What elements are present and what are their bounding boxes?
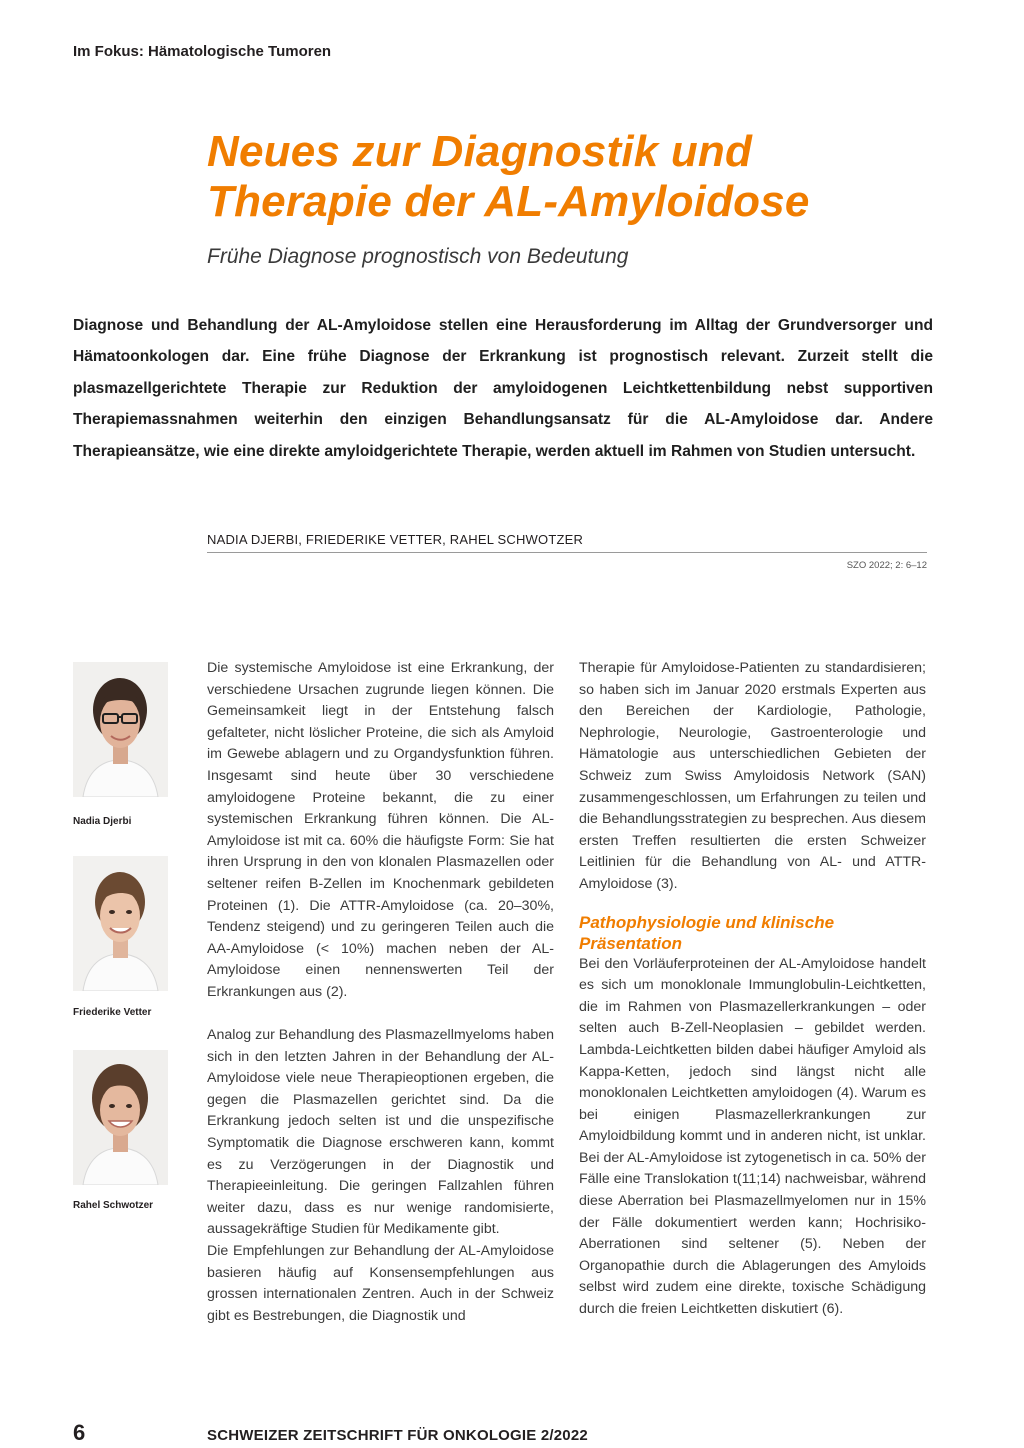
portrait-photo-rahel-schwotzer: [73, 1050, 168, 1185]
body-paragraph: Die systemische Amyloidose ist eine Erkrankung, der verschiedene Ursachen zugrunde liegen können. Die Gemeinsamkeit liegt in der Entstehung falsch gefalteter, nicht löslicher Proteine, die sich als Amyloid im Gewebe ablagern und zu Organdysfunktion führen. Insgesamt sind heute über 30 verschiedene amyloidogene Proteine bekannt, die zu einer systemischen Erkrankung führen können. Die AL-Amyloidose ist mit ca. 60% die häufigste Form: Sie hat ihren Ursprung in den von klonalen Plasmazellen oder seltener reifen B-Zellen im Knochenmark gebildeten Proteinen (1). Die ATTR-Amyloidose (ca. 20–30%, Tendenz steigend) und zu geringeren Teilen auch die AA-Amyloidose (< 10%) machen neben der AL-Amyloidose einen nennenswerten Teil der Erkrankungen aus (2).: [207, 660, 554, 1000]
body-column-left: [207, 658, 554, 1327]
portrait-caption: Friederike Vetter: [73, 1007, 152, 1018]
body-paragraph: Die Empfehlungen zur Behandlung der AL-Amyloidose basieren häufig auf Konsensempfehlungen aus grossen internationalen Zentren. Auch in der Schweiz gibt es Bestrebungen, die Diagnostik und: [207, 1243, 554, 1324]
article-subtitle: Frühe Diagnose prognostisch von Bedeutung: [207, 245, 629, 268]
citation: SZO 2022; 2: 6–12: [846, 560, 927, 571]
page-number: 6: [73, 1420, 86, 1445]
portrait-caption: Rahel Schwotzer: [73, 1200, 154, 1211]
section-heading: Pathophysiologie und klinische Präsentation: [579, 912, 835, 953]
article-title-line-1: Neues zur Diagnostik und: [207, 127, 753, 176]
body-column-right: [579, 658, 926, 1321]
article-title-line-2: Therapie der AL-Amyloidose: [207, 177, 810, 226]
body-paragraph: Therapie für Amyloidose-Patienten zu standardisieren; so haben sich im Januar 2020 erstmals Experten aus den Bereichen der Kardiologie, Pathologie, Nephrologie, Neurologie, Gastroenterologie und Hämatologie aus unterschiedlichen Gebieten der Schweiz zum Swiss Amyloidosis Network (SAN) zusammengeschlossen, um Erfahrungen zu teilen und die Behandlungsstrategien zu besprechen. Aus diesem ersten Treffen resultierten die ersten Schweizer Leitlinien für die Behandlung von AL- und ATTR-Amyloidose (3).: [579, 660, 926, 892]
body-paragraph: Bei den Vorläuferproteinen der AL-Amyloidose handelt es sich um monoklonale Immunglobulin-Leichtketten, die im Rahmen von Plasmazellerkrankungen – oder selten auch B-Zell-Neoplasien – gebildet werden. Lambda-Leichtketten bilden dabei häufiger Amyloid als Kappa-Ketten, jedoch sind längst nicht alle monoklonalen Leichtketten amyloidogen (4). Warum es bei einigen Plasmazellerkrankungen zur Amyloidbildung kommt und in anderen nicht, ist unklar. Bei der AL-Amyloidose ist zytogenetisch in ca. 50% der Fälle eine Translokation t(11;14) nachweisbar, während diese Aberration bei Plasmazellmyelomen nur in 15% der Fälle dokumentiert werden kann; Hochrisiko-Aberrationen sind seltener (5). Neben der Organopathie durch die Ablagerungen des Amyloids selbst wird zudem eine direkte, toxische Schädigung durch die freien Leichtketten diskutiert (6).: [579, 955, 926, 1318]
author-divider: [207, 552, 927, 553]
article-title: [207, 127, 967, 227]
journal-footer: SCHWEIZER ZEITSCHRIFT FÜR ONKOLOGIE 2/2022: [207, 1427, 588, 1444]
portrait-caption: Nadia Djerbi: [73, 816, 132, 827]
article-lead: Diagnose und Behandlung der AL-Amyloidose stellen eine Herausforderung im Alltag der Grundversorger und Hämatoonkologen dar. Eine frühe Diagnose der Erkrankung ist prognostisch relevant. Zurzeit stellt die plasmazellgerichtete Therapie zur Reduktion der amyloidogenen Leichtkettenbildung nebst supportiven Therapiemassnahmen weiterhin den einzigen Behandlungsansatz für die AL-Amyloidose dar. Andere Therapieansätze, wie eine direkte amyloidgerichtete Therapie, werden aktuell im Rahmen von Studien untersucht.: [73, 317, 933, 460]
portrait-photo-nadia-djerbi: [73, 662, 168, 797]
body-paragraph: Analog zur Behandlung des Plasmazellmyeloms haben sich in den letzten Jahren in der Behandlung der AL-Amyloidose viele neue Therapieoptionen ergeben, die gegen die Plasmazellen gerichtet sind. Da die Erkrankung jedoch selten ist und die unspezifische Symptomatik die Diagnose erschweren kann, kommt es zu Verzögerungen in der Diagnostik und Therapieeinleitung. Die geringen Fallzahlen führen weiter dazu, dass es nur wenige randomisierte, aussagekräftige Studien für Medikamente gibt.: [207, 1027, 555, 1238]
author-line: NADIA DJERBI, FRIEDERIKE VETTER, RAHEL SCHWOTZER: [207, 532, 584, 547]
portrait-photo-friederike-vetter: [73, 856, 168, 991]
section-kicker: Im Fokus: Hämatologische Tumoren: [73, 43, 332, 60]
